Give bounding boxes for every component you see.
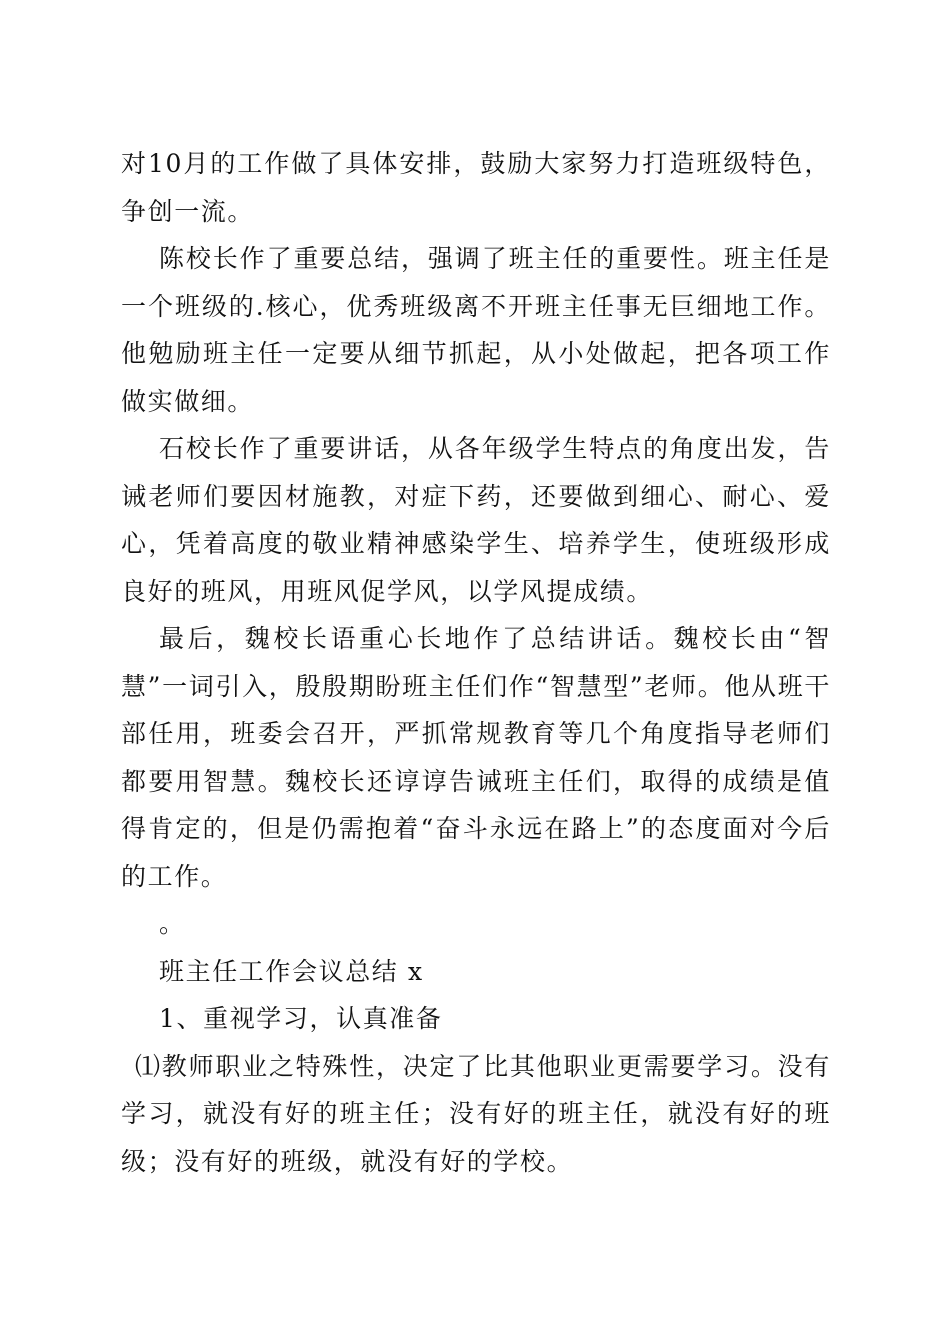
paragraph-4: 最后，魏校长语重心长地作了总结讲话。魏校长由“智慧”一词引入，殷殷期盼班主任们作“智慧型”老师。他从班干部任用，班委会召开，严抓常规教育等几个角度指导老师们都要用智慧。魏校长还谆谆告诫班主任们，取得的成绩是值得肯定的，但是仍需抱着“奋斗永远在路上”的态度面对今后的工作。 xyxy=(121,624,831,891)
paragraph-2: 陈校长作了重要总结，强调了班主任的重要性。班主任是一个班级的.核心，优秀班级离不开班主任事无巨细地工作。他勉励班主任一定要从细节抓起，从小处做起，把各项工作做实做细。 xyxy=(121,244,831,416)
section-title: 班主任工作会议总结 x xyxy=(159,956,424,986)
paragraph-1: 对10月的工作做了具体安排，鼓励大家努力打造班级特色，争创一流。 xyxy=(121,149,831,226)
document-body xyxy=(121,140,831,1185)
stray-punctuation: 。 xyxy=(159,909,186,938)
paragraph-5: ⑴教师职业之特殊性，决定了比其他职业更需要学习。没有学习，就没有好的班主任；没有好的班主任，就没有好的班级；没有好的班级，就没有好的学校。 xyxy=(121,1051,831,1176)
heading-1: 1、重视学习，认真准备 xyxy=(159,1004,443,1033)
paragraph-3: 石校长作了重要讲话，从各年级学生特点的角度出发，告诫老师们要因材施教，对症下药，还要做到细心、耐心、爱心，凭着高度的敬业精神感染学生、培养学生，使班级形成良好的班风，用班风促学风，以学风提成绩。 xyxy=(121,434,831,606)
